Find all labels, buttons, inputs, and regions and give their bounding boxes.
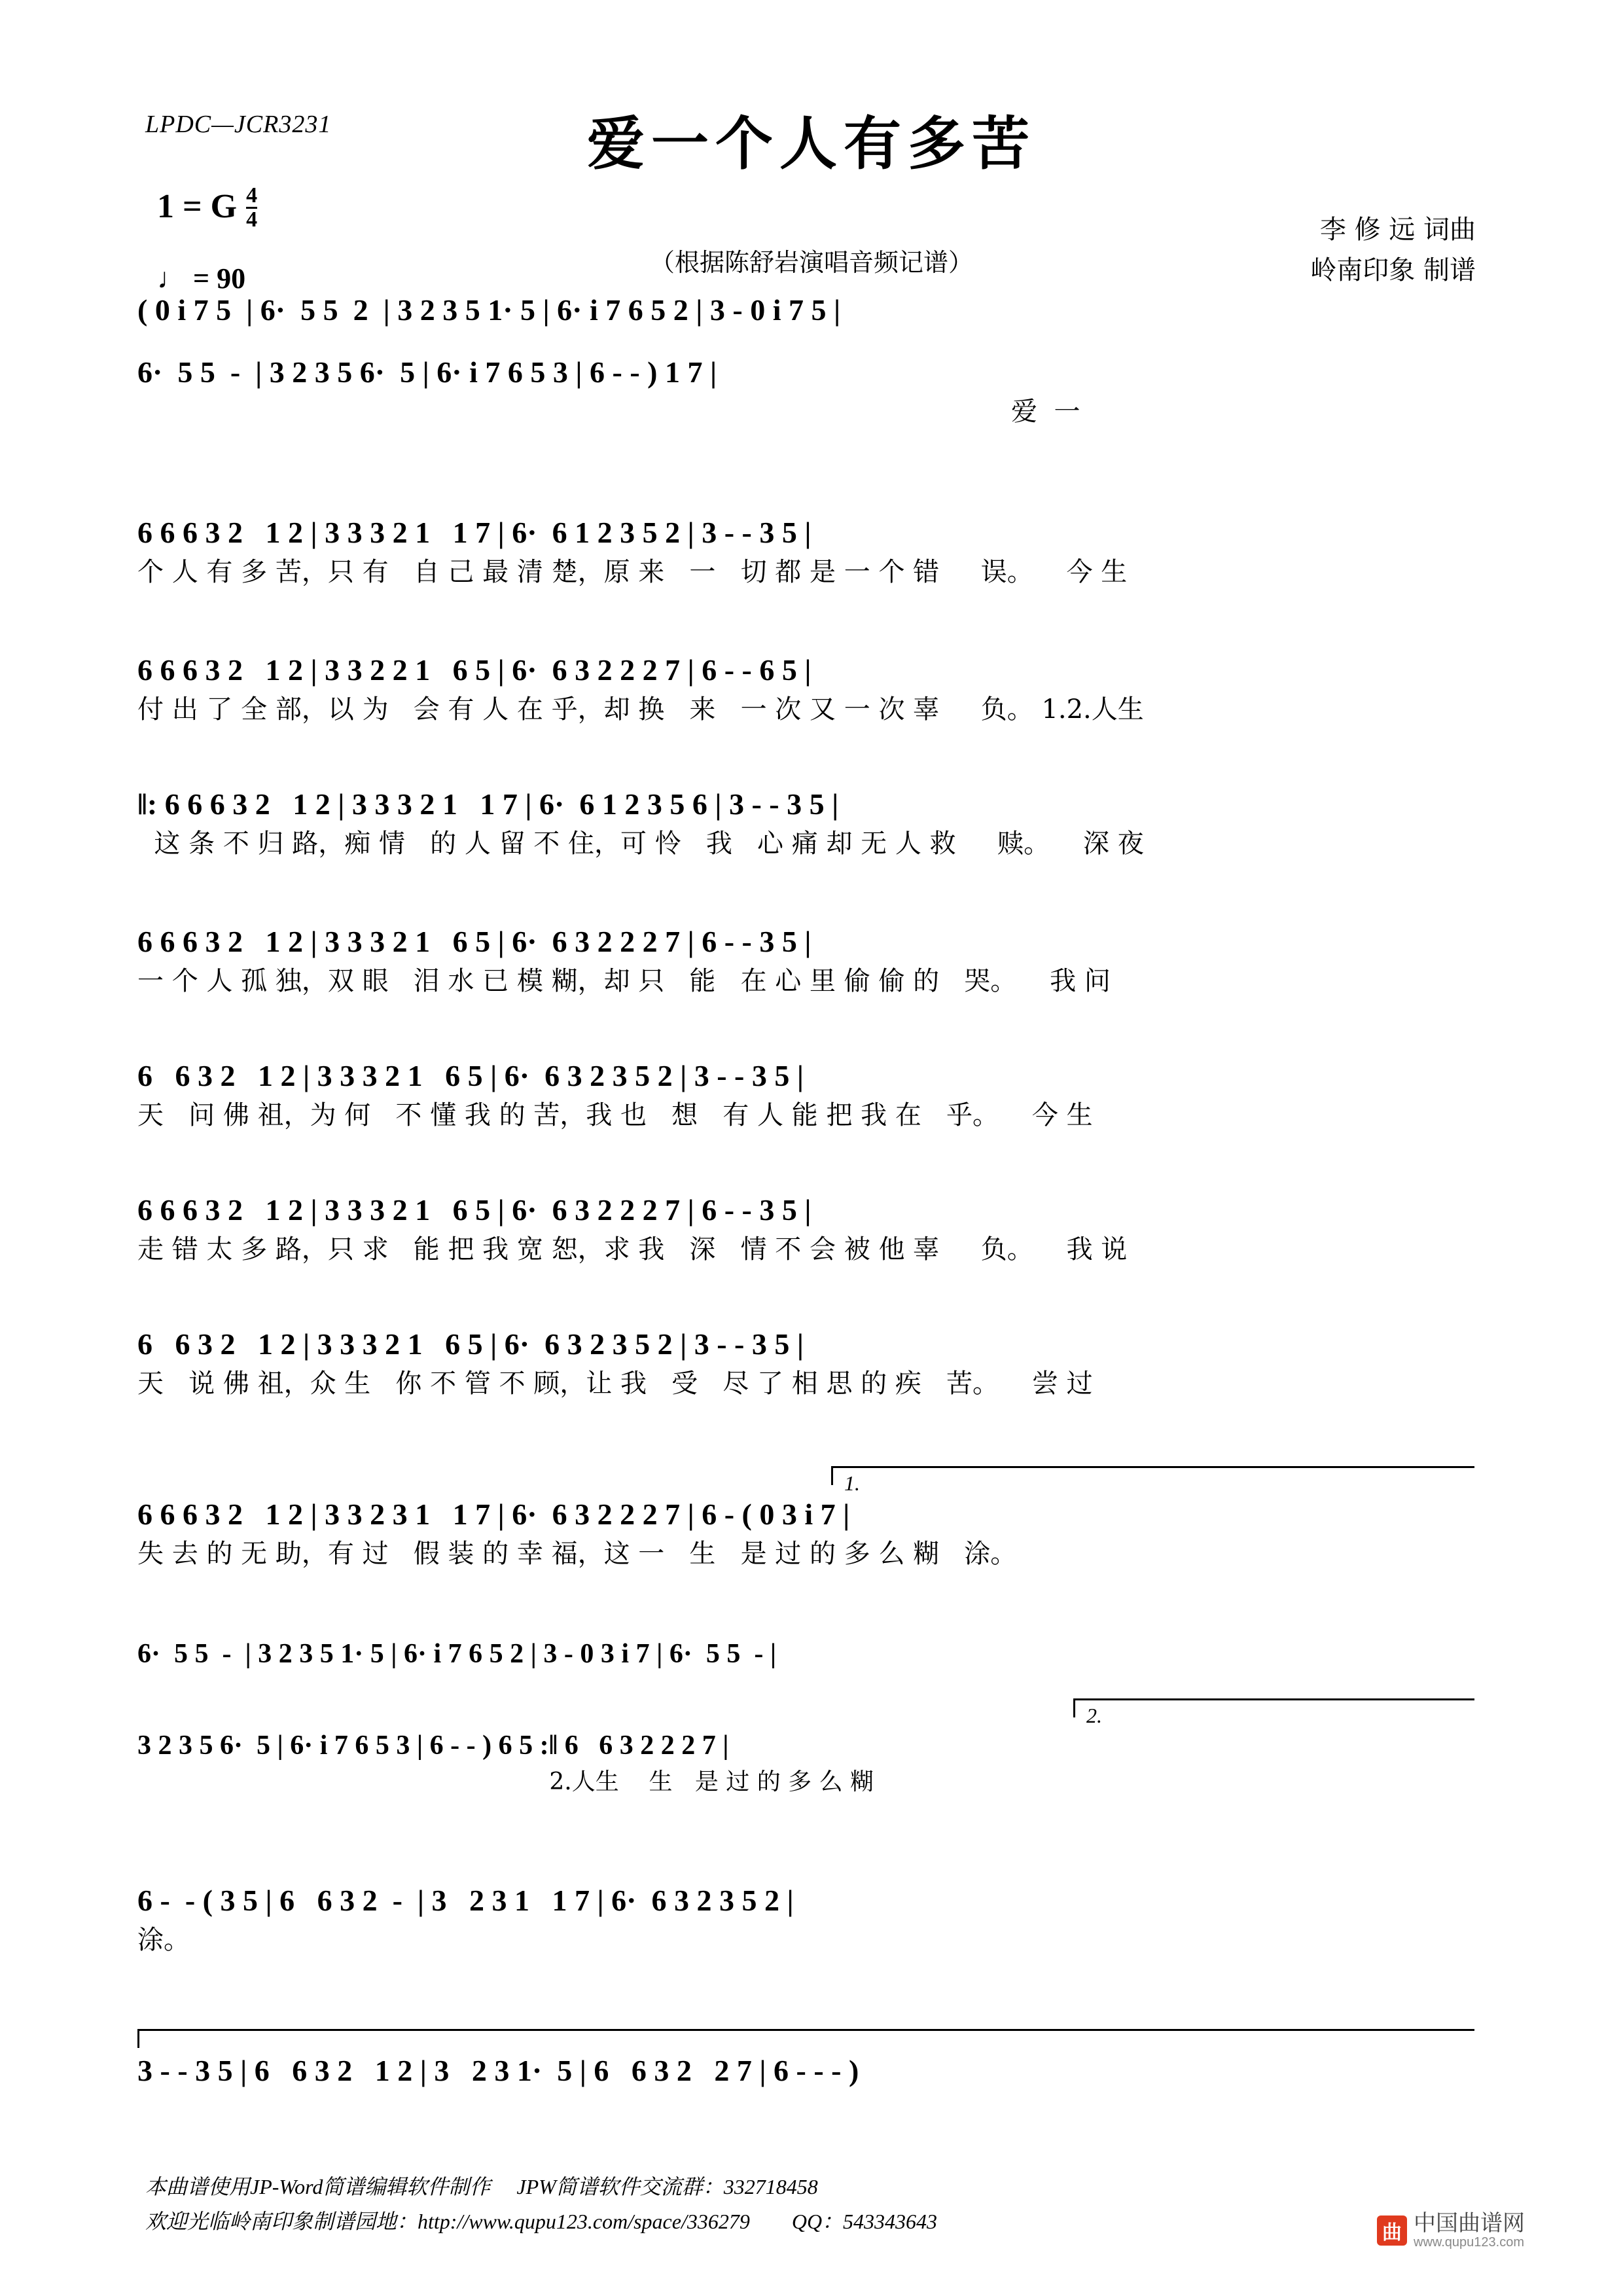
- score-line-14: [137, 2055, 1492, 2087]
- notes-row: ( 0 i 7 5 | 6· 5 5 2 | 3 2 3 5 1· 5 | 6· i 7 6 5 2 | 3 - 0 i 7 5 |: [137, 293, 841, 327]
- lyrics-row: 走 错 太 多 路，只 求 能 把 我 宽 恕，求 我 深 情 不 会 被 他 辜 负。 我 说: [137, 1234, 1128, 1265]
- lyrics-row: 天 说 佛 祖，众 生 你 不 管 不 顾，让 我 受 尽 了 相 思 的 疾 苦。 尝 过: [137, 1369, 1093, 1399]
- notes-row: 3 2 3 5 6· 5 | 6· i 7 6 5 3 | 6 - - ) 6 5 :‖ 6 6 3 2 2 2 7 |: [137, 1731, 729, 1761]
- notes-row: 6 6 6 3 2 1 2 | 3 3 2 2 1 6 5 | 6· 6 3 2 2 2 7 | 6 - - 6 5 |: [137, 653, 812, 687]
- notes-row: 6· 5 5 - | 3 2 3 5 6· 5 | 6· i 7 6 5 3 | 6 - - ) 1 7 |: [137, 355, 717, 389]
- lyrics-row: 涂。: [137, 1925, 190, 1956]
- watermark-site-url: www.qupu123.com: [1414, 2234, 1524, 2250]
- time-signature: [246, 185, 257, 231]
- score-line-12: [137, 1731, 1492, 1795]
- notes-row: 6 6 6 3 2 1 2 | 3 3 3 2 1 6 5 | 6· 6 3 2 2 2 7 | 6 - - 3 5 |: [137, 925, 812, 958]
- score-line-5: [137, 789, 1492, 858]
- score-line-13: [137, 1885, 1492, 1954]
- credit-arranger: 岭南印象 制谱: [1310, 255, 1476, 285]
- lyrics-row: 付 出 了 全 部，以 为 会 有 人 在 乎，却 换 来 一 次 又 一 次 辜 负。 1.2.人生: [137, 694, 1144, 725]
- final-bracket: [137, 2029, 1474, 2048]
- page-title: 爱一个人有多苦: [586, 109, 1036, 177]
- score-line-4: [137, 655, 1492, 724]
- notes-row: 6 - - ( 3 5 | 6 6 3 2 - | 3 2 3 1 1 7 | 6· 6 3 2 3 5 2 |: [137, 1884, 794, 1917]
- watermark-site-name: 中国曲谱网: [1414, 2210, 1525, 2236]
- time-signature-numerator: 4: [246, 183, 258, 207]
- document-code: LPDC—JCR3231: [145, 111, 332, 138]
- key-label: 1 = G: [157, 188, 238, 225]
- score-line-6: [137, 926, 1492, 996]
- score-line-3: [137, 517, 1492, 586]
- credits: [1310, 209, 1476, 291]
- score-line-1: [137, 295, 1492, 326]
- lyrics-row: 天 问 佛 祖，为 何 不 懂 我 的 苦，我 也 想 有 人 能 把 我 在 乎。 今 生: [137, 1100, 1093, 1131]
- footer-line-2: 欢迎光临岭南印象制谱园地：http://www.qupu123.com/space/336279 QQ：543343643: [145, 2209, 938, 2233]
- notes-row: 6· 5 5 - | 3 2 3 5 1· 5 | 6· i 7 6 5 2 | 3 - 0 3 i 7 | 6· 5 5 - |: [137, 1639, 777, 1669]
- lyrics-row: 失 去 的 无 助，有 过 假 装 的 幸 福，这 一 生 是 过 的 多 么 糊 涂。: [137, 1539, 1017, 1570]
- score-line-10: [137, 1499, 1492, 1568]
- notes-row: ‖: 6 6 6 3 2 1 2 | 3 3 3 2 1 1 7 | 6· 6 1 2 3 5 6 | 3 - - 3 5 |: [137, 787, 839, 821]
- notes-row: 6 6 3 2 1 2 | 3 3 3 2 1 6 5 | 6· 6 3 2 3 5 2 | 3 - - 3 5 |: [137, 1327, 804, 1361]
- notes-row: 6 6 3 2 1 2 | 3 3 3 2 1 6 5 | 6· 6 3 2 3 5 2 | 3 - - 3 5 |: [137, 1059, 804, 1092]
- time-signature-denominator: 4: [246, 207, 258, 232]
- score-line-8: [137, 1194, 1492, 1264]
- volta-bracket-2: [1073, 1698, 1474, 1717]
- watermark-badge-icon: 曲: [1377, 2215, 1407, 2246]
- notes-row: 6 6 6 3 2 1 2 | 3 3 2 3 1 1 7 | 6· 6 3 2 2 2 7 | 6 - ( 0 3 i 7 |: [137, 1498, 850, 1531]
- subtitle: （根据陈舒岩演唱音频记谱）: [649, 248, 973, 277]
- tempo-marking: ♩ = 90: [157, 262, 246, 295]
- score-line-7: [137, 1060, 1492, 1130]
- score-line-2: [137, 357, 1492, 426]
- volta-bracket-1: [831, 1466, 1474, 1485]
- notes-row: 6 6 6 3 2 1 2 | 3 3 3 2 1 1 7 | 6· 6 1 2 3 5 2 | 3 - - 3 5 |: [137, 516, 812, 549]
- lyrics-row: 爱 一: [137, 397, 1080, 427]
- notes-row: 3 - - 3 5 | 6 6 3 2 1 2 | 3 2 3 1· 5 | 6 6 3 2 2 7 | 6 - - - ): [137, 2054, 859, 2087]
- credit-composer: 李 修 远 词曲: [1319, 215, 1476, 245]
- lyrics-row: 这 条 不 归 路，痴 情 的 人 留 不 住，可 怜 我 心 痛 却 无 人 救 赎。 深 夜: [137, 829, 1144, 859]
- footer-line-1: 本曲谱使用JP-Word简谱编辑软件制作 JPW简谱软件交流群：332718458: [145, 2175, 818, 2198]
- lyrics-row: 个 人 有 多 苦，只 有 自 己 最 清 楚，原 来 一 切 都 是 一 个 错 误。 今 生: [137, 557, 1128, 588]
- score-line-9: [137, 1329, 1492, 1398]
- watermark-text-block: [1414, 2212, 1525, 2250]
- lyrics-row: 一 个 人 孤 独，双 眼 泪 水 已 模 糊，却 只 能 在 心 里 偷 偷 的 哭。 我 问: [137, 966, 1111, 997]
- score-line-11: [137, 1640, 1492, 1668]
- watermark: [1377, 2212, 1525, 2250]
- notes-row: 6 6 6 3 2 1 2 | 3 3 3 2 1 6 5 | 6· 6 3 2 2 2 7 | 6 - - 3 5 |: [137, 1193, 812, 1227]
- volta-label-2: 2.: [1086, 1704, 1102, 1727]
- key-signature: [157, 183, 257, 230]
- lyrics-row: 2.人生 生 是 过 的 多 么 糊: [137, 1768, 874, 1796]
- volta-label-1: 1.: [844, 1471, 860, 1495]
- footer: [145, 2170, 937, 2239]
